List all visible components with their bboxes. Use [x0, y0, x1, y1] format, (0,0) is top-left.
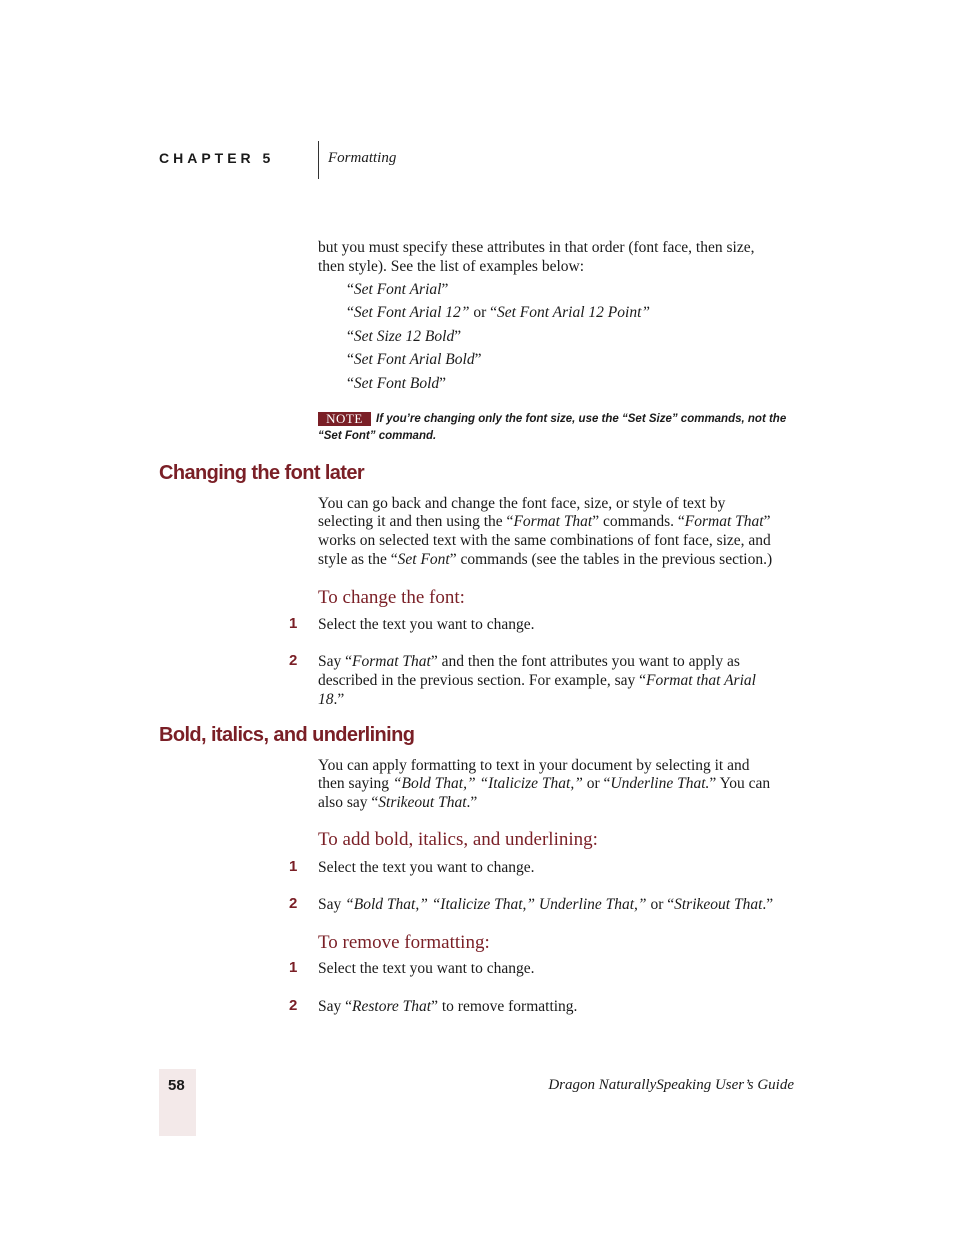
section1-paragraph-line: selecting it and then using the “Format That” commands. “Format That”	[318, 513, 771, 530]
example-command: Set Size 12 Bold	[353, 328, 455, 345]
section1-paragraph-line: works on selected text with the same combinations of font face, size, and	[318, 532, 771, 549]
chapter-label: CHAPTER 5	[159, 150, 275, 166]
section2-paragraph-line: You can apply formatting to text in your document by selecting it and	[318, 757, 750, 774]
section1-paragraph-line: You can go back and change the font face, size, or style of text by	[318, 495, 726, 512]
step-text: described in the previous section. For example, say “Format that Arial	[318, 672, 756, 689]
procedure-heading-change-font: To change the font:	[318, 587, 465, 608]
section2-paragraph-line: then saying “Bold That,” “Italicize That,” or “Underline That.” You can	[318, 775, 771, 792]
step-text: Select the text you want to change.	[318, 859, 535, 876]
example-command: Set Font Arial	[353, 281, 442, 298]
example-item: “Set Font Arial”	[347, 281, 449, 298]
step-number: 2	[289, 895, 298, 912]
section-heading-bold-italics: Bold, italics, and underlining	[159, 724, 415, 746]
step-text: Say “Format That” and then the font attributes you want to apply as	[318, 653, 740, 670]
example-command: Set Font Bold	[353, 375, 440, 392]
note-text: If you’re changing only the font size, use the “Set Size” commands, not the “Set Font” command.	[318, 413, 787, 442]
example-item: “Set Font Arial Bold”	[347, 351, 482, 368]
step-text: 18.”	[318, 691, 345, 708]
step-text: Select the text you want to change.	[318, 616, 535, 633]
note-badge: NOTE	[318, 412, 371, 426]
procedure-heading-remove-formatting: To remove formatting:	[318, 932, 490, 953]
page-number: 58	[168, 1077, 185, 1094]
step-number: 1	[289, 959, 298, 976]
example-item: “Set Font Arial 12” or “Set Font Arial 12 Point”	[347, 304, 650, 321]
section1-paragraph-line: style as the “Set Font” commands (see the tables in the previous section.)	[318, 551, 773, 568]
step-text: Say “Restore That” to remove formatting.	[318, 998, 578, 1015]
header-divider	[318, 141, 319, 179]
step-number: 2	[289, 652, 298, 669]
step-number: 1	[289, 858, 298, 875]
chapter-title: Formatting	[328, 150, 397, 166]
intro-line-1: but you must specify these attributes in that order (font face, then size,	[318, 239, 755, 256]
step-number: 1	[289, 615, 298, 632]
section-heading-changing-font: Changing the font later	[159, 462, 365, 484]
example-command: Set Font Arial Bold	[353, 351, 475, 368]
example-item: “Set Font Bold”	[347, 375, 447, 392]
intro-line-2: then style). See the list of examples below:	[318, 258, 585, 275]
procedure-heading-add-formatting: To add bold, italics, and underlining:	[318, 829, 598, 850]
step-text: Select the text you want to change.	[318, 960, 535, 977]
book-title: Dragon NaturallySpeaking User’s Guide	[548, 1077, 794, 1093]
example-item: “Set Size 12 Bold”	[347, 328, 462, 345]
example-command: Set Font Arial 12	[353, 304, 461, 321]
example-command: Set Font Arial 12 Point	[497, 304, 642, 321]
step-number: 2	[289, 997, 298, 1014]
step-text: Say “Bold That,” “Italicize That,” Underline That,” or “Strikeout That.”	[318, 896, 774, 913]
section2-paragraph-line: also say “Strikeout That.”	[318, 794, 478, 811]
example-connector: or	[469, 304, 491, 321]
